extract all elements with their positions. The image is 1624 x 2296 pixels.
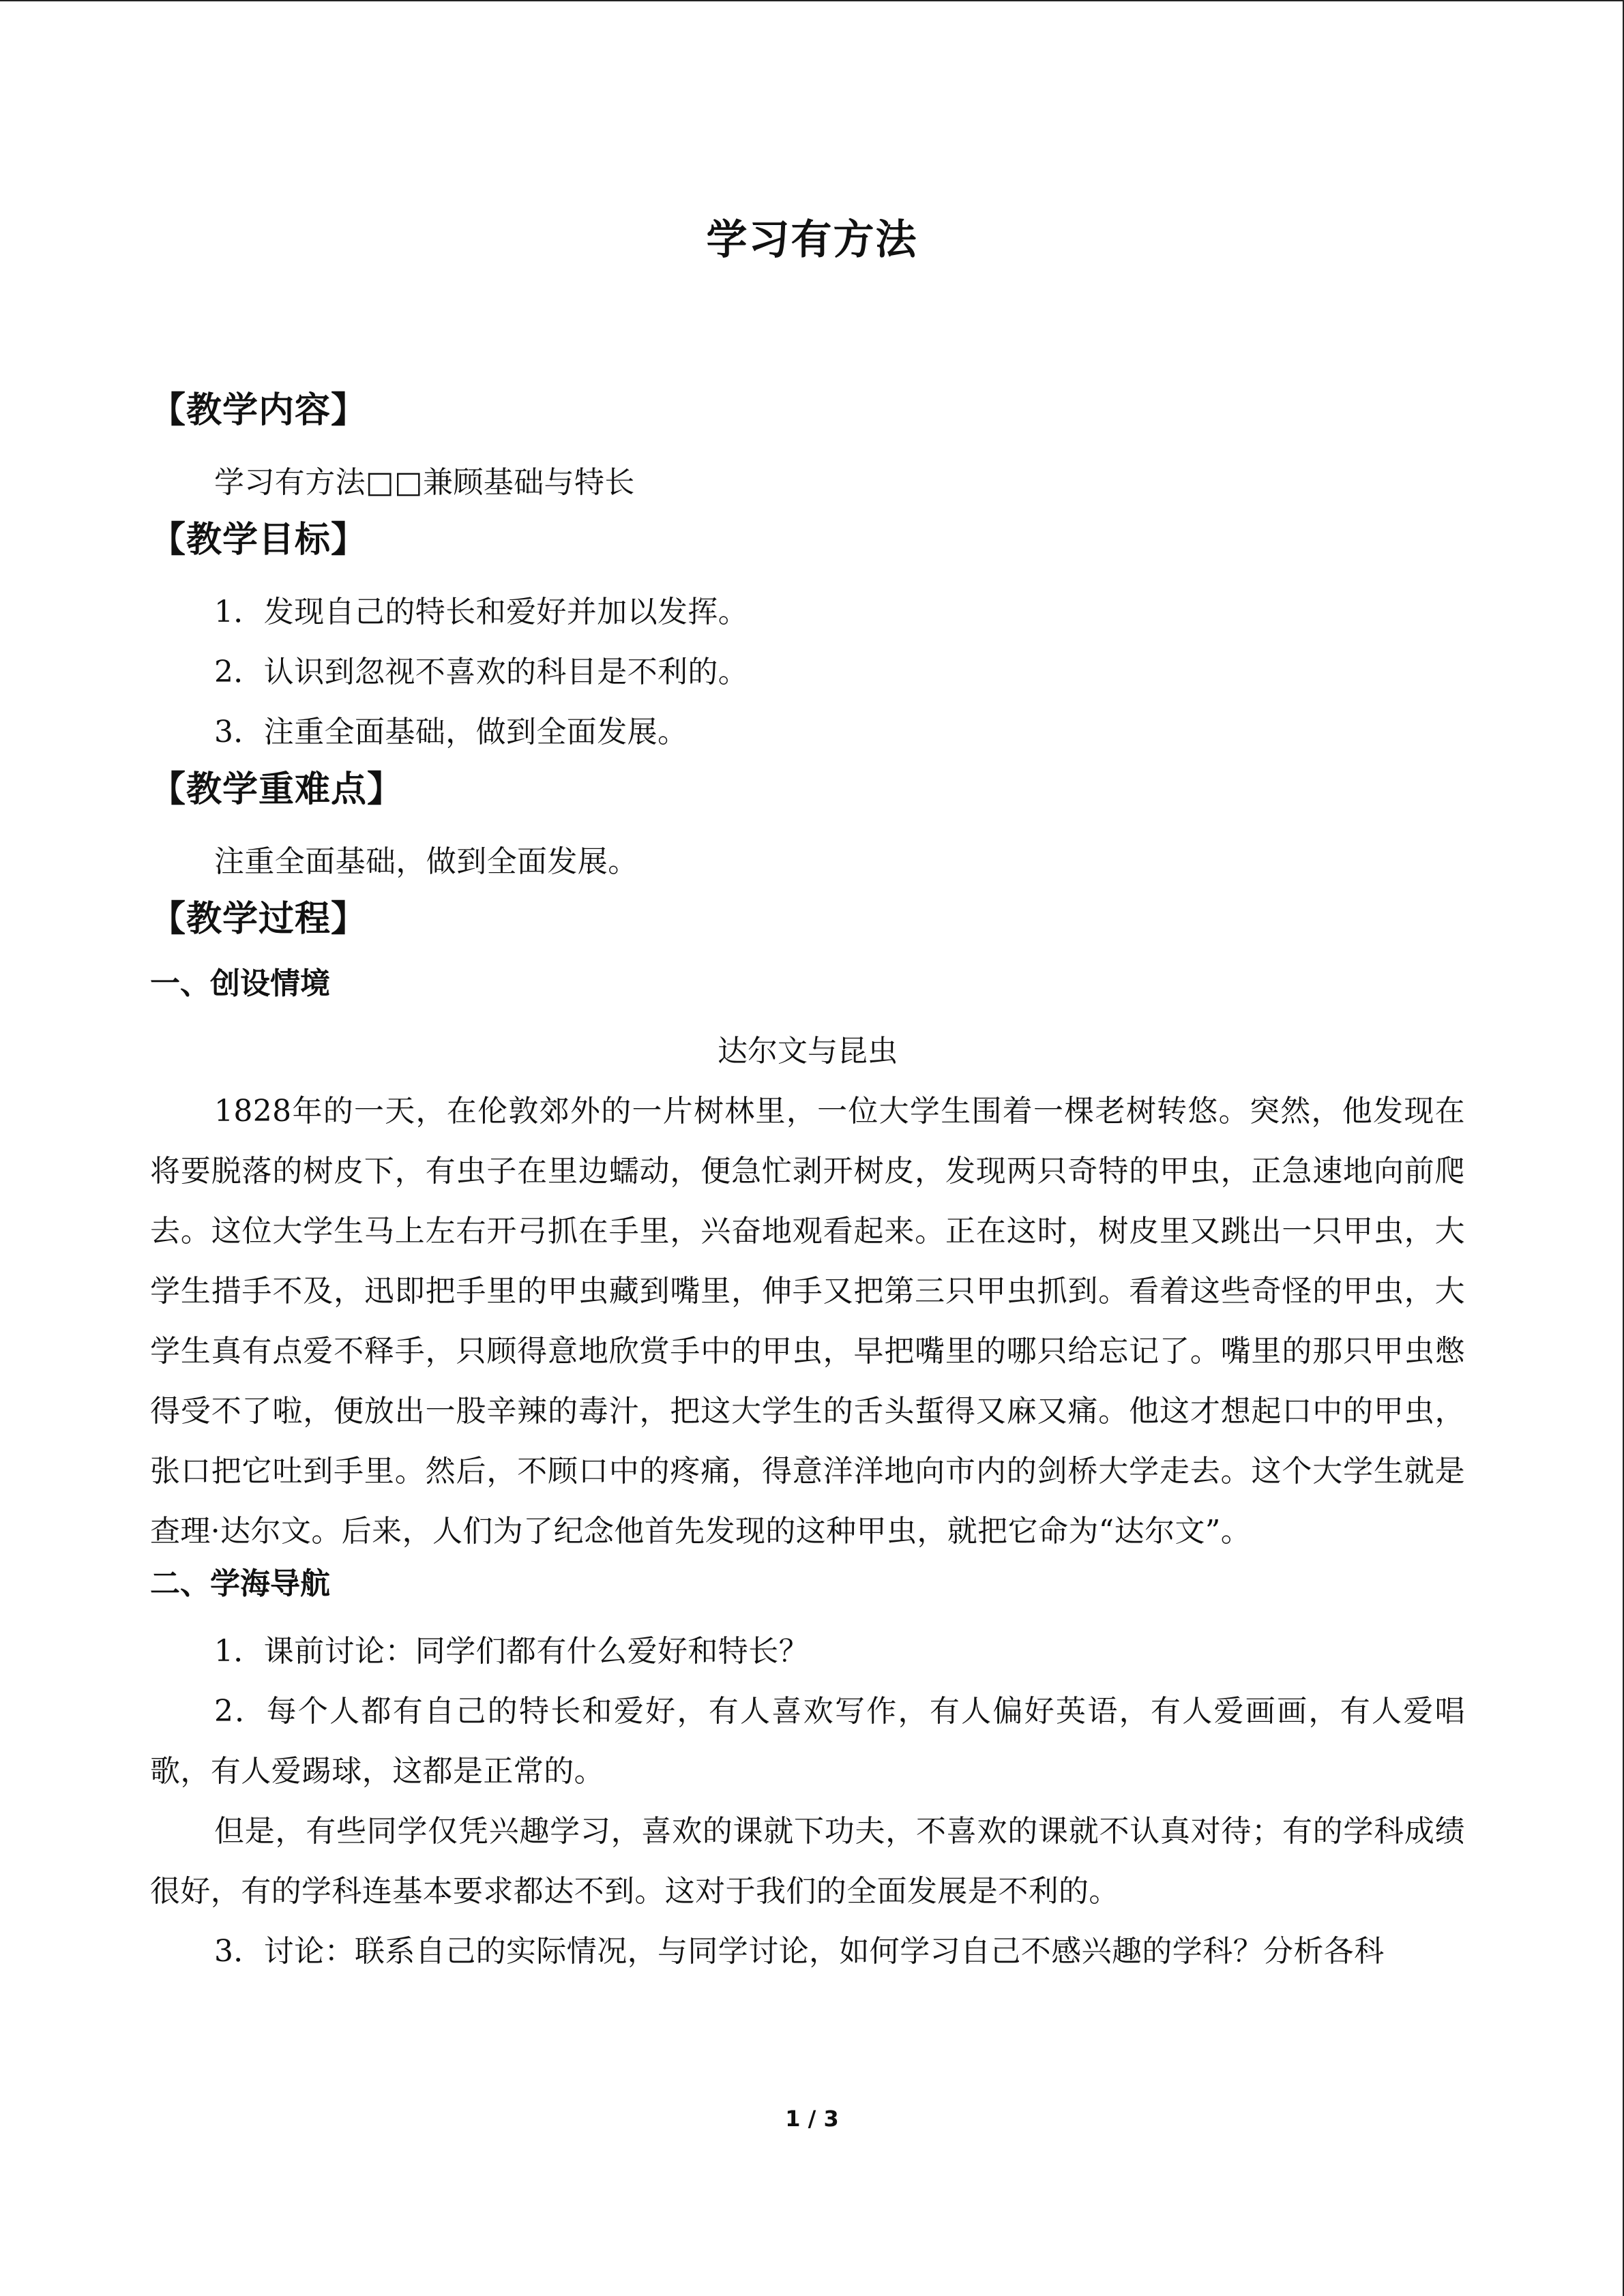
heading-teaching-goals: 【教学目标】 [150, 520, 368, 561]
key-points-text: 注重全面基础，做到全面发展。 [214, 844, 638, 879]
story-paragraph: 1828年的一天，在伦敦郊外的一片树林里，一位大学生围着一棵老树转悠。突然，他发现在将要脱落的树皮下，有虫子在里边蠕动，便急忙剥开树皮，发现两只奇特的甲虫，正急速地向前爬去。这位大学生马上左右开弓抓在手里，兴奋地观看起来。正在这时，树皮里又跳出一只甲虫，大学生措手不及，迅即把手里的甲虫藏到嘴里，伸手又把第三只甲虫抓到。看着这些奇怪的甲虫，大学生真有点爱不释手，只顾得意地欣赏手中的甲虫，早把嘴里的哪只给忘记了。嘴里的那只甲虫憋得受不了啦，便放出一股辛辣的毒汁，把这大学生的舌头蜇得又麻又痛。他这才想起口中的甲虫，张口把它吐到手里。然后，不顾口中的疼痛，得意洋洋地向市内的剑桥大学走去。这个大学生就是查理·达尔文。后来，人们为了纪念他首先发现的这种甲虫，就把它命为“达尔文”。 [150, 1094, 1465, 1549]
page-number: 1 / 3 [785, 2106, 839, 2132]
heading-teaching-process: 【教学过程】 [150, 899, 368, 940]
heading-teaching-content: 【教学内容】 [150, 390, 368, 431]
part2-item-2: 2．每个人都有自己的特长和爱好，有人喜欢写作，有人偏好英语，有人爱画画，有人爱唱歌，有人爱踢球，这都是正常的。 [150, 1694, 1465, 1789]
goal-item-3: 3．注重全面基础，做到全面发展。 [214, 715, 688, 749]
part2-item-1: 1．课前讨论：同学们都有什么爱好和特长？ [214, 1634, 809, 1669]
part2-item-3: 但是，有些同学仅凭兴趣学习，喜欢的课就下功夫，不喜欢的课就不认真对待；有的学科成绩很好，有的学科连基本要求都达不到。这对于我们的全面发展是不利的。 [150, 1814, 1465, 1909]
story-title: 达尔文与昆虫 [718, 1034, 898, 1069]
heading-part-1: 一、创设情境 [150, 966, 330, 1001]
document-body [150, 383, 1465, 1982]
goal-item-2: 2．认识到忽视不喜欢的科目是不利的。 [214, 655, 749, 689]
heading-key-points: 【教学重难点】 [150, 769, 404, 810]
goal-item-1: 1．发现自己的特长和爱好并加以发挥。 [214, 595, 749, 629]
part2-item-4: 3．讨论：联系自己的实际情况，与同学讨论，如何学习自己不感兴趣的学科？分析各科 [214, 1934, 1385, 1969]
heading-part-2: 二、学海导航 [150, 1566, 330, 1601]
document-title: 学习有方法 [706, 216, 918, 264]
teaching-content-text: 学习有方法□□兼顾基础与特长 [214, 465, 635, 500]
